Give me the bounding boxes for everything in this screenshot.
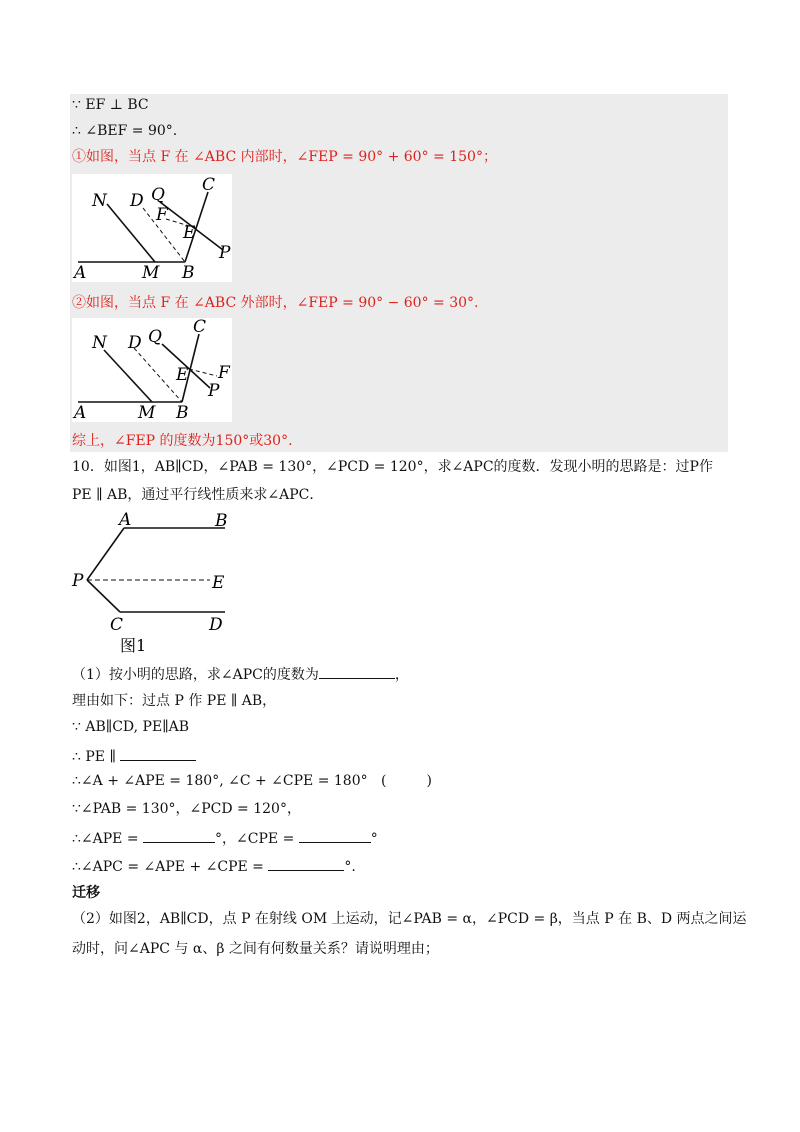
part1-therefore-3 [72,828,378,848]
label-C: C [193,318,207,337]
label-A: A [74,263,87,282]
label-E: E [176,365,189,385]
line-PC [87,580,120,612]
label-D: D [128,333,142,353]
part1-since-1: ∵ AB∥CD, PE∥AB [72,719,190,735]
part1-therefore-4-suffix: °. [344,859,356,875]
label-Q: Q [151,185,165,205]
label-D: D [130,191,144,211]
label-A: A [119,510,132,530]
problem10-line-1: 10．如图1，AB∥CD，∠PAB = 130°，∠PCD = 120°，求∠APC的度数．发现小明的思路是：过P作 [72,459,713,475]
label-C: C [202,175,216,195]
label-C: C [110,615,124,635]
figure-case-1-svg [72,174,232,282]
solution-line-1: ∵ EF ⊥ BC [72,97,149,113]
solution-summary: 综上，∠FEP 的度数为150°或30°. [72,433,293,449]
part1-therefore-2 [72,772,432,790]
label-N: N [92,333,107,353]
label-B: B [182,263,195,282]
part1-question [72,664,409,684]
line-AP [87,528,124,580]
figure-problem10-svg [70,510,240,658]
reason-paren-open: ( [380,773,387,789]
answer-blank-ape[interactable] [143,828,215,843]
part1-therefore-3-prefix: ∴∠APE = [72,831,139,847]
problem10-line-2: PE ∥ AB，通过平行线性质来求∠APC． [72,487,324,503]
part1-question-suffix: ， [394,667,409,683]
part1-reason: 理由如下：过点 P 作 PE ∥ AB， [72,693,277,709]
answer-blank-apc[interactable] [319,664,395,679]
part1-therefore-3-suffix: ° [370,831,378,847]
reason-paren-close: ) [426,773,432,789]
figure-caption: 图1 [120,636,147,655]
figure-problem10 [70,510,240,658]
label-F: F [218,363,230,383]
solution-case-2: ②如图，当点 F 在 ∠ABC 外部时，∠FEP = 90° − 60° = 30°. [72,295,479,311]
figure-case-2-svg [72,318,232,422]
line-NM [107,204,155,262]
line-NM [104,350,152,402]
label-P: P [219,243,231,263]
label-E: E [183,223,196,243]
part1-therefore-3-mid: °，∠CPE = [215,831,295,847]
label-N: N [92,191,107,211]
label-P: P [72,571,84,591]
part1-question-prefix: （1）按小明的思路，求∠APC的度数为 [72,667,319,683]
part1-therefore-1 [72,746,196,766]
part1-therefore-1-prefix: ∴ PE ∥ [72,749,116,765]
solution-line-2: ∴ ∠BEF = 90°. [72,123,178,139]
answer-blank-cpe[interactable] [299,828,371,843]
part1-therefore-2-text: ∴∠A + ∠APE = 180°, ∠C + ∠CPE = 180° [72,773,368,789]
label-B: B [215,511,228,531]
solution-case-1: ①如图，当点 F 在 ∠ABC 内部时，∠FEP = 90° + 60° = 150°； [72,149,497,165]
label-P: P [208,381,220,401]
label-B: B [176,403,189,422]
label-M: M [138,403,156,422]
label-F: F [156,205,168,225]
part1-therefore-4 [72,856,356,876]
figure-case-1 [72,174,232,282]
answer-blank-apc-sum[interactable] [268,856,344,871]
label-Q: Q [148,327,162,347]
label-D: D [209,615,223,635]
figure-case-2 [72,318,232,422]
label-E: E [212,573,225,593]
transfer-line-1: （2）如图2，AB∥CD，点 P 在射线 OM 上运动，记∠PAB = α，∠PCD = β，当点 P 在 B、D 两点之间运 [72,911,747,927]
part1-therefore-4-prefix: ∴∠APC = ∠APE + ∠CPE = [72,859,264,875]
transfer-heading: 迁移 [72,885,100,901]
answer-blank-parallel[interactable] [120,746,196,761]
part1-since-2: ∵∠PAB = 130°，∠PCD = 120°， [72,801,301,817]
label-M: M [142,263,160,282]
transfer-line-2: 动时，问∠APC 与 α、β 之间有何数量关系？请说明理由； [72,941,439,957]
label-A: A [74,403,87,422]
